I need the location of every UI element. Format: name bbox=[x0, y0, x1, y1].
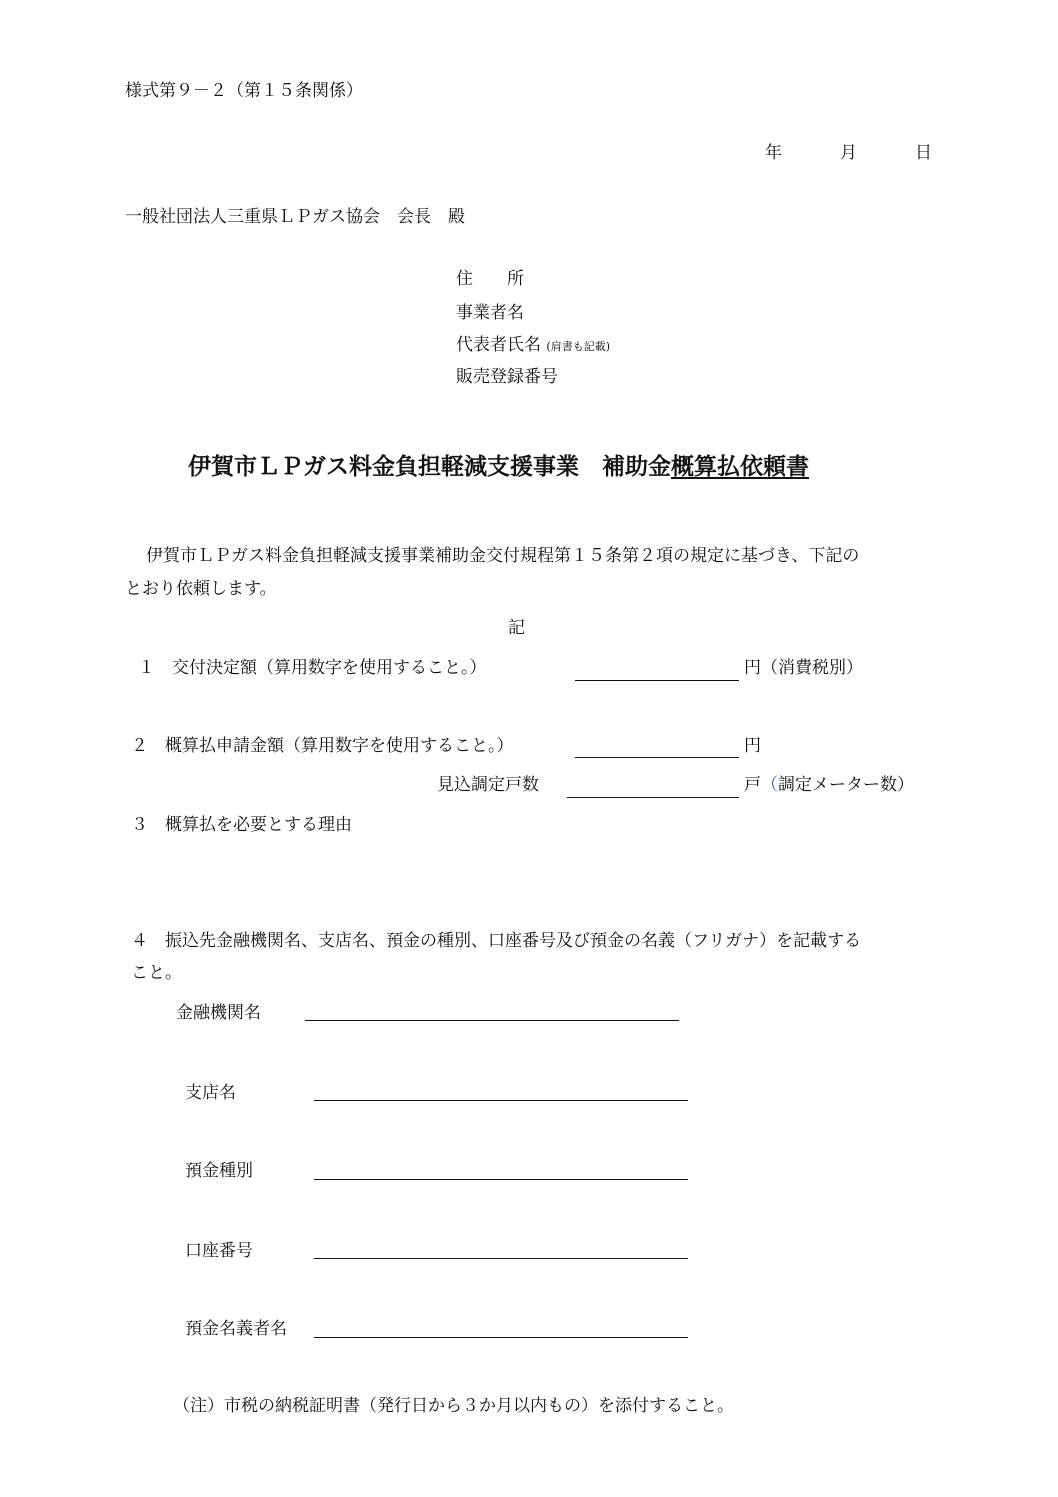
account-number-label: 口座番号 bbox=[185, 1241, 253, 1261]
holder-name-label: 預金名義者名 bbox=[185, 1319, 287, 1339]
item2-label: ２ 概算払申請金額（算用数字を使用すること。） bbox=[131, 736, 514, 756]
item1-unit: 円（消費税別） bbox=[744, 658, 863, 678]
institution-label: 金融機関名 bbox=[176, 1003, 261, 1023]
households-unit bbox=[744, 774, 914, 796]
branch-label: 支店名 bbox=[185, 1083, 236, 1103]
households-unit-paren: （ bbox=[761, 775, 778, 795]
account-number-field[interactable] bbox=[314, 1258, 688, 1259]
business-name-label: 事業者名 bbox=[456, 303, 524, 323]
branch-field[interactable] bbox=[314, 1100, 688, 1101]
representative-note: (肩書も記載) bbox=[546, 340, 610, 353]
date-month: 月 bbox=[840, 143, 857, 163]
form-number: 様式第９－２（第１５条関係） bbox=[125, 81, 363, 101]
households-underline bbox=[567, 797, 739, 798]
page-title bbox=[188, 452, 809, 482]
footnote: （注）市税の納税証明書（発行日から３か月以内もの）を添付すること。 bbox=[173, 1396, 734, 1416]
date-year: 年 bbox=[765, 143, 782, 163]
households-label: 見込調定戸数 bbox=[437, 775, 539, 795]
item2-unit: 円 bbox=[744, 736, 761, 756]
item1-label: １ 交付決定額（算用数字を使用すること。） bbox=[138, 658, 487, 678]
deposit-type-field[interactable] bbox=[314, 1179, 688, 1180]
item4-line-2: こと。 bbox=[131, 963, 182, 983]
date-day: 日 bbox=[915, 143, 932, 163]
intro-line-1: 伊賀市ＬＰガス料金負担軽減支援事業補助金交付規程第１５条第２項の規定に基づき、下記の bbox=[146, 546, 860, 566]
ki-heading: 記 bbox=[508, 618, 525, 638]
deposit-type-label: 預金種別 bbox=[185, 1161, 253, 1181]
title-underlined: 概算払依頼書 bbox=[671, 454, 809, 480]
item3-label: ３ 概算払を必要とする理由 bbox=[131, 815, 352, 835]
title-main: 伊賀市ＬＰガス料金負担軽減支援事業 補助金 bbox=[188, 454, 671, 480]
representative-label-text: 代表者氏名 bbox=[456, 335, 541, 355]
households-unit-prefix: 戸 bbox=[744, 775, 761, 795]
addressee: 一般社団法人三重県ＬＰガス協会 会長 殿 bbox=[125, 207, 465, 227]
item4-line-1: ４ 振込先金融機関名、支店名、預金の種別、口座番号及び預金の名義（フリガナ）を記載する bbox=[131, 931, 862, 951]
households-unit-rest: 調定メーター数） bbox=[778, 775, 914, 795]
institution-field[interactable] bbox=[305, 1020, 679, 1021]
registration-number-label: 販売登録番号 bbox=[456, 367, 558, 387]
item2-underline bbox=[575, 757, 739, 758]
holder-name-field[interactable] bbox=[314, 1337, 688, 1338]
item1-underline bbox=[575, 680, 739, 681]
address-label: 住 所 bbox=[456, 269, 524, 289]
representative-label bbox=[456, 334, 610, 358]
intro-line-2: とおり依頼します。 bbox=[125, 579, 277, 599]
